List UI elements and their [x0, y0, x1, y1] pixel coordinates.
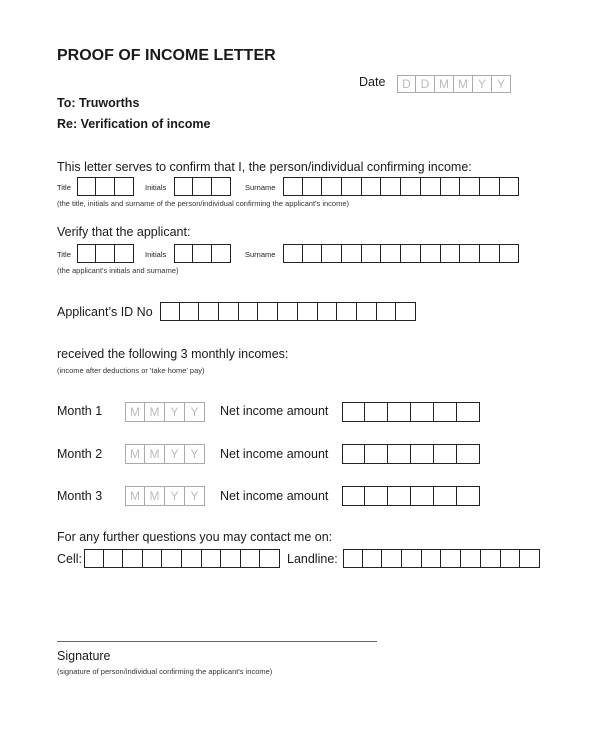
- signature-label: Signature: [57, 649, 111, 663]
- month-1-field[interactable]: [125, 402, 205, 422]
- incomes-intro: received the following 3 monthly incomes:: [57, 347, 289, 361]
- char-box[interactable]: [421, 177, 441, 196]
- char-box[interactable]: [303, 177, 323, 196]
- char-box[interactable]: [322, 244, 342, 263]
- char-box[interactable]: [500, 244, 520, 263]
- char-box[interactable]: [396, 302, 416, 321]
- incomes-note: (income after deductions or 'take home' pay): [57, 366, 205, 375]
- char-box[interactable]: [180, 302, 200, 321]
- char-box[interactable]: [441, 244, 461, 263]
- char-box[interactable]: [362, 177, 382, 196]
- month-box[interactable]: Y: [185, 402, 205, 422]
- char-box[interactable]: [342, 402, 365, 422]
- char-box[interactable]: [363, 549, 383, 568]
- char-box[interactable]: [212, 244, 231, 263]
- char-box[interactable]: [460, 177, 480, 196]
- month-box[interactable]: M: [125, 444, 145, 464]
- char-box[interactable]: [193, 244, 212, 263]
- net-income-1-field[interactable]: [342, 402, 480, 422]
- landline-label: Landline:: [287, 552, 338, 566]
- char-box[interactable]: [322, 177, 342, 196]
- confirm-note: (the title, initials and surname of the person/individual confirming the applicant's income): [57, 199, 350, 208]
- month-2-label: Month 2: [57, 447, 103, 461]
- verify-surname-field[interactable]: [283, 244, 519, 263]
- month-box[interactable]: M: [145, 486, 165, 506]
- char-box[interactable]: [162, 549, 182, 568]
- char-box[interactable]: [421, 244, 441, 263]
- signature-line[interactable]: [57, 641, 377, 642]
- char-box[interactable]: [500, 177, 520, 196]
- verify-title-field[interactable]: [77, 244, 134, 263]
- verify-note: (the applicant's initials and surname): [57, 266, 179, 275]
- net-income-label-1: Net income amount: [220, 404, 329, 418]
- char-box[interactable]: [77, 177, 96, 196]
- verify-initials-label: Initials: [145, 250, 167, 259]
- char-box[interactable]: [212, 177, 231, 196]
- char-box[interactable]: [77, 244, 96, 263]
- char-box[interactable]: [298, 302, 318, 321]
- char-box[interactable]: [401, 177, 421, 196]
- page-title: PROOF OF INCOME LETTER: [57, 47, 276, 64]
- verify-title-label: Title: [57, 250, 71, 259]
- confirm-intro: This letter serves to confirm that I, the person/individual confirming income:: [57, 160, 472, 174]
- applicant-id-label: Applicant’s ID No: [57, 305, 153, 319]
- char-box[interactable]: [303, 244, 323, 263]
- char-box[interactable]: [342, 177, 362, 196]
- char-box[interactable]: [96, 244, 115, 263]
- to-line: To: Truworths: [57, 96, 140, 110]
- char-box[interactable]: [84, 549, 104, 568]
- cell-field[interactable]: [84, 549, 280, 568]
- char-box[interactable]: [199, 302, 219, 321]
- char-box[interactable]: [260, 549, 280, 568]
- char-box[interactable]: [411, 402, 434, 422]
- signature-note: (signature of person/individual confirming the applicant's income): [57, 667, 273, 676]
- char-box[interactable]: [258, 302, 278, 321]
- char-box[interactable]: [520, 549, 540, 568]
- net-income-label-3: Net income amount: [220, 489, 329, 503]
- char-box[interactable]: [193, 177, 212, 196]
- confirm-title-label: Title: [57, 183, 71, 192]
- char-box[interactable]: [357, 302, 377, 321]
- char-box[interactable]: [318, 302, 338, 321]
- char-box[interactable]: [342, 444, 365, 464]
- verify-initials-field[interactable]: [174, 244, 231, 263]
- month-box[interactable]: Y: [165, 402, 185, 422]
- applicant-id-field[interactable]: [160, 302, 416, 321]
- confirm-surname-field[interactable]: [283, 177, 519, 196]
- month-3-label: Month 3: [57, 489, 103, 503]
- char-box[interactable]: [457, 486, 480, 506]
- char-box[interactable]: [402, 549, 422, 568]
- confirm-surname-label: Surname: [245, 183, 276, 192]
- char-box[interactable]: [202, 549, 222, 568]
- date-box[interactable]: Y: [492, 75, 511, 93]
- char-box[interactable]: [342, 244, 362, 263]
- char-box[interactable]: [434, 486, 457, 506]
- char-box[interactable]: [388, 444, 411, 464]
- char-box[interactable]: [434, 402, 457, 422]
- char-box[interactable]: [460, 244, 480, 263]
- re-line: Re: Verification of income: [57, 117, 211, 131]
- cell-label: Cell:: [57, 552, 83, 566]
- char-box[interactable]: [342, 486, 365, 506]
- verify-intro: Verify that the applicant:: [57, 225, 191, 239]
- char-box[interactable]: [239, 302, 259, 321]
- date-box[interactable]: M: [454, 75, 473, 93]
- char-box[interactable]: [96, 177, 115, 196]
- char-box[interactable]: [411, 486, 434, 506]
- month-box[interactable]: Y: [165, 444, 185, 464]
- month-box[interactable]: M: [125, 402, 145, 422]
- char-box[interactable]: [365, 486, 388, 506]
- char-box[interactable]: [422, 549, 442, 568]
- char-box[interactable]: [457, 402, 480, 422]
- date-box[interactable]: M: [435, 75, 454, 93]
- month-box[interactable]: M: [145, 402, 165, 422]
- month-box[interactable]: Y: [185, 444, 205, 464]
- char-box[interactable]: [123, 549, 143, 568]
- char-box[interactable]: [461, 549, 481, 568]
- date-box[interactable]: D: [416, 75, 435, 93]
- char-box[interactable]: [377, 302, 397, 321]
- net-income-2-field[interactable]: [342, 444, 480, 464]
- contact-intro: For any further questions you may contact me on:: [57, 530, 333, 544]
- char-box[interactable]: [365, 402, 388, 422]
- month-2-field[interactable]: [125, 444, 205, 464]
- char-box[interactable]: [219, 302, 239, 321]
- char-box[interactable]: [115, 244, 134, 263]
- char-box[interactable]: [481, 549, 501, 568]
- char-box[interactable]: [337, 302, 357, 321]
- char-box[interactable]: [501, 549, 521, 568]
- landline-field[interactable]: [343, 549, 540, 568]
- char-box[interactable]: [401, 244, 421, 263]
- char-box[interactable]: [278, 302, 298, 321]
- char-box[interactable]: [160, 302, 180, 321]
- char-box[interactable]: [381, 177, 401, 196]
- month-box[interactable]: M: [145, 444, 165, 464]
- char-box[interactable]: [388, 402, 411, 422]
- net-income-label-2: Net income amount: [220, 447, 329, 461]
- char-box[interactable]: [283, 244, 303, 263]
- char-box[interactable]: [283, 177, 303, 196]
- char-box[interactable]: [382, 549, 402, 568]
- char-box[interactable]: [441, 549, 461, 568]
- char-box[interactable]: [480, 244, 500, 263]
- char-box[interactable]: [143, 549, 163, 568]
- date-box[interactable]: Y: [473, 75, 492, 93]
- char-box[interactable]: [434, 444, 457, 464]
- confirm-title-field[interactable]: [77, 177, 134, 196]
- char-box[interactable]: [441, 177, 461, 196]
- month-3-field[interactable]: [125, 486, 205, 506]
- char-box[interactable]: [221, 549, 241, 568]
- char-box[interactable]: [480, 177, 500, 196]
- net-income-3-field[interactable]: [342, 486, 480, 506]
- confirm-initials-label: Initials: [145, 183, 167, 192]
- month-1-label: Month 1: [57, 404, 103, 418]
- verify-surname-label: Surname: [245, 250, 276, 259]
- date-box[interactable]: D: [397, 75, 416, 93]
- char-box[interactable]: [241, 549, 261, 568]
- char-box[interactable]: [381, 244, 401, 263]
- char-box[interactable]: [182, 549, 202, 568]
- char-box[interactable]: [115, 177, 134, 196]
- month-box[interactable]: Y: [165, 486, 185, 506]
- char-box[interactable]: [174, 177, 193, 196]
- confirm-initials-field[interactable]: [174, 177, 231, 196]
- month-box[interactable]: M: [125, 486, 145, 506]
- char-box[interactable]: [411, 444, 434, 464]
- month-box[interactable]: Y: [185, 486, 205, 506]
- date-label: Date: [359, 75, 386, 89]
- char-box[interactable]: [343, 549, 363, 568]
- char-box[interactable]: [457, 444, 480, 464]
- date-field[interactable]: [397, 75, 511, 93]
- char-box[interactable]: [388, 486, 411, 506]
- char-box[interactable]: [104, 549, 124, 568]
- char-box[interactable]: [174, 244, 193, 263]
- char-box[interactable]: [365, 444, 388, 464]
- char-box[interactable]: [362, 244, 382, 263]
